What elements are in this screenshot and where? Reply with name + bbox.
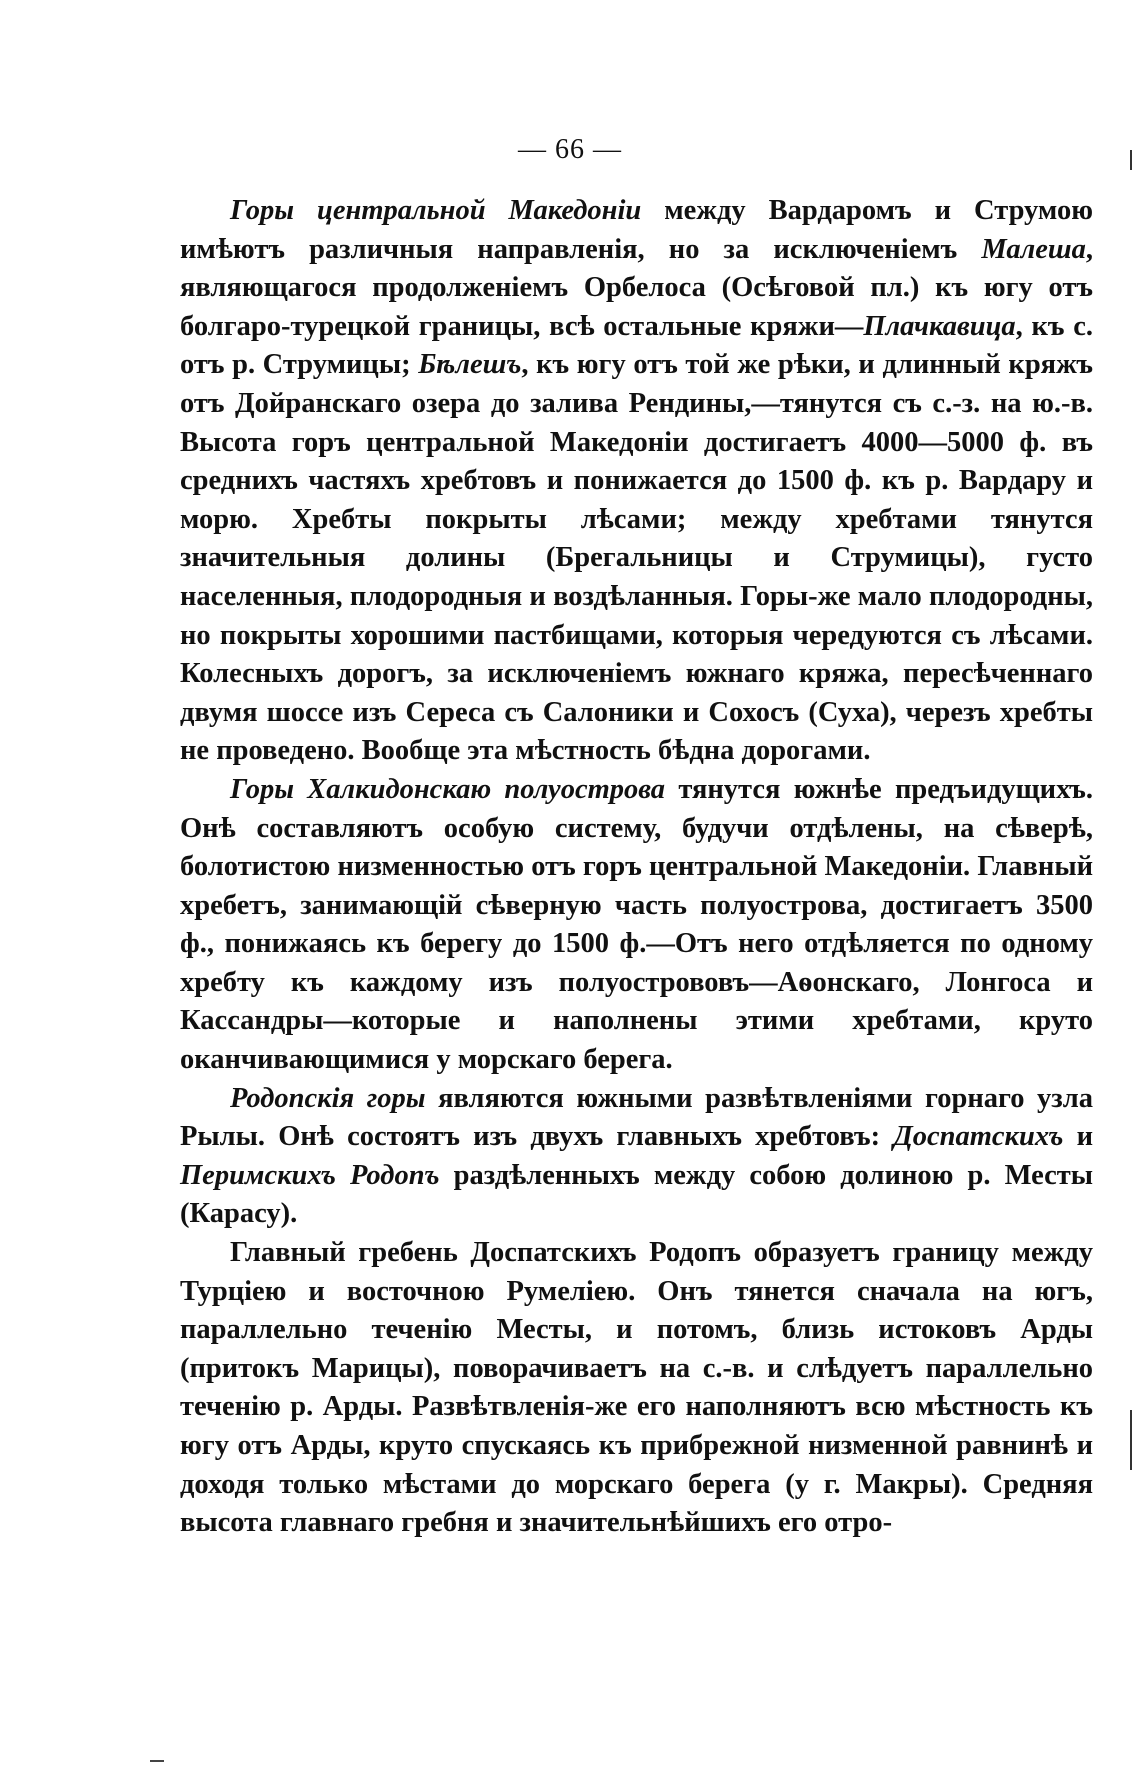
- page-number: — 66 —: [518, 134, 622, 165]
- text-run: тянутся южнѣе предъидущихъ. Онѣ составляютъ особую систему, будучи отдѣлены, на сѣверѣ, болотистою низменностью отъ горъ центральной Македоніи. Главный хребетъ, занимающій сѣверную часть полуострова, достигаетъ 3500 ф., понижаясь къ берегу до 1500 ф.—Отъ него отдѣляется по одному хребту къ каждому изъ полуострововъ—Аѳонскаго, Лонгоса и Кассандры—которые и наполнены этими хребтами, круто оканчивающимися у морскаго берега.: [180, 773, 1093, 1076]
- italic-term: Доспатскихъ: [893, 1121, 1064, 1153]
- text-run: между Вардаромъ и Струмою имѣютъ различныя направленія, но за исключеніемъ: [180, 195, 1093, 265]
- text-run: Главный гребень Доспатскихъ Родопъ образуетъ границу между Турціею и восточною Румеліею. Онъ тянется сначала на югъ, параллельно теченію Месты, и потомъ, близь истоковъ Арды (притокъ Марицы), поворачиваетъ на с.-в. и слѣдуетъ параллельно теченію р. Арды. Развѣтвленія-же его наполняютъ всю мѣстность къ югу отъ Арды, круто спускаясь къ прибрежной низменной равнинѣ и доходя только мѣстами до морскаго берега (у г. Макры). Средняя высота главнаго гребня и значительнѣйшихъ его отро-: [180, 1237, 1093, 1539]
- text-run: , къ с. отъ р. Струмицы;: [180, 310, 1093, 381]
- italic-term: Горы Халкидонскаю полуострова: [230, 773, 666, 805]
- margin-rule: [1130, 150, 1132, 170]
- italic-term: Плачкавица: [863, 310, 1016, 342]
- paragraph: [180, 192, 1093, 771]
- text-run: раздѣленныхъ между собою долиною р. Месты (Карасу).: [180, 1159, 1093, 1230]
- page-body-text: [180, 192, 1093, 1543]
- text-run: и: [1063, 1121, 1094, 1153]
- paragraph: [180, 1234, 1093, 1543]
- text-run: являются южными развѣтвленіями горнаго узла Рылы. Онѣ состоятъ изъ двухъ главныхъ хребтовъ:: [180, 1082, 1093, 1153]
- text-run: , къ югу отъ той же рѣки, и длинный кряжъ отъ Дойранскаго озера до залива Рендины,—тянутся съ с.-з. на ю.-в. Высота горъ центральной Македоніи достигаетъ 4000—5000 ф. въ среднихъ частяхъ хребтовъ и понижается до 1500 ф. къ р. Вардару и морю. Хребты покрыты лѣсами; между хребтами тянутся значительныя долины (Брегальницы и Струмицы), густо населенныя, плодородныя и воздѣланныя. Горы-же мало плодородны, но покрыты хорошими пастбищами, которыя чередуются съ лѣсами. Колесныхъ дорогъ, за исключеніемъ южнаго кряжа, пересѣченнаго двумя шоссе изъ Сереса съ Салоники и Сохосъ (Суха), черезъ хребты не проведено. Вообще эта мѣстность бѣдна дорогами.: [180, 349, 1093, 767]
- italic-term: Родопскія горы: [230, 1082, 426, 1114]
- italic-term: Малеша: [981, 233, 1086, 265]
- italic-term: Бѣлешъ: [418, 349, 522, 381]
- edge-mark: [150, 1760, 164, 1762]
- paragraph: [180, 1080, 1093, 1234]
- text-run: , являющагося продолженіемъ Орбелоса (Осѣговой пл.) къ югу отъ болгаро-турецкой границы, всѣ остальные кряжи—: [180, 233, 1093, 342]
- paragraph: [180, 771, 1093, 1080]
- margin-rule: [1130, 1410, 1132, 1470]
- italic-term: Перимскихъ Родопъ: [180, 1159, 440, 1191]
- italic-term: Горы центральной Македоніи: [230, 195, 642, 226]
